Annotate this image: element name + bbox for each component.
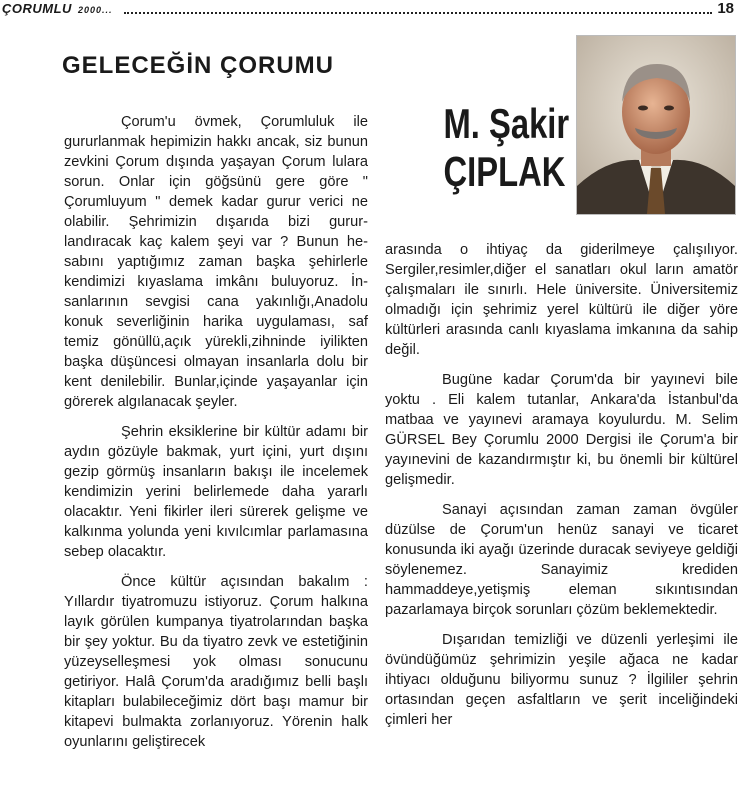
paragraph: Bugüne kadar Çorum'da bir yayınevi bile yoktu . Eli kalem tutanlar, Ankara'da İstanbul'da matbaa ve yayınevi aramaya koyulurdu. M. Selim GÜRSEL Bey Çorumlu 2000 Dergisi ile Çorum'a bir yayınevini de kazandırmıştır ki, bu önemli bir kültürel gelişmedir. [385, 372, 738, 488]
header-dotted-rule [124, 12, 712, 14]
author-name-line1: M. Şakir [443, 100, 570, 147]
paragraph: Önce kültür açısından bakalım : Yıllardır tiyatromuzu istiyoruz. Çorum halkına layık görülen kumpanya tiyatrolarından başka bir şey yoktur. Bu da tiyatro zevk ve estetiğinin yüzeyselleşmesi yok olması sonucunu getiriyor. Halâ Çorum'da aradığımız belli başlı kitapları bulabileceğimiz dört başı mamur bir kitapevi bulmakta zorlanıyoruz. Yörenin halk oyunlarını geliştirecek [64, 574, 368, 750]
page-number: 18 [717, 0, 734, 17]
paragraph: Dışarıdan temizliği ve düzenli yerleşimi ile övündüğümüz şehrimizin yeşile ağaca ne kadar ihtiyacı olduğunu biliyormu sunuz ? İlgililer şehrin ortasından geçen asfaltların ve şerit inceliğindeki çimleri her [385, 632, 738, 728]
paragraph: Şehrin eksiklerine bir kültür adamı bir aydın gözüyle bakmak, yurt içini, yurt dışını gezip görmüş insanların bakışı ile incelemek kendimizin yerini belirlemede daha yararlı olacaktır. Yeni fikirler ileri sürerek gelişme ve kalkınma yolunda yeni kıvılcımlar parlamasına sebep olacaktır. [64, 424, 368, 560]
masthead-title: ÇORUMLU [2, 1, 72, 16]
paragraph: arasında o ihtiyaç da giderilmeye çalışılıyor. Sergiler,resimler,diğer el sanatları okul ların amatör çalışmaları ile sınırlı. Hele üniversite. Üniversitemiz olmadığı için şehrimiz yerel kültürü ile diğer yöre kültürleri arasında canlı kıyaslama imkanına da sahip değil. [385, 242, 738, 358]
author-name [443, 100, 570, 196]
left-column [64, 112, 368, 762]
author-name-line2: ÇIPLAK [443, 148, 566, 195]
author-photo [576, 35, 736, 215]
masthead-year: 2000... [77, 5, 113, 15]
paragraph: Çorum'u övmek, Çorumluluk ile gururlanmak hepimizin hakkı ancak, siz bunun zevkini Çorum dışında yaşayan Çorum lulara sorun. Onlar için göğsünü gere göre " Çorumluyum " demek kadar gurur verici ne olabilir. Şehrimizin dışarıda bizi gurur-landıracak kaç kalem şeyi var ? Bunun he-sabını yaptığımız zaman başka şehirlerle kendimizi kıyaslama imkânı buluyoruz. İn-sanlarının sevgisi cana yakınlığı,Anadolu konuk severliğinin harika uygulaması, saf temiz gönüllü,açık yürekli,zihninde iyilikten başka düşüncesi olmayan insanlarla dolu bir kent denilebilir. Bunlar,içinde yaşayanlar için görerek algılanacak şeyler. [64, 114, 368, 410]
page-header [0, 0, 739, 20]
portrait-photo-icon [577, 36, 735, 214]
article-title: GELECEĞİN ÇORUMU [62, 52, 335, 79]
masthead [2, 1, 112, 16]
paragraph: Sanayi açısından zaman zaman övgüler düzülse de Çorum'un henüz sanayi ve ticaret konusunda iki ayağı üzerinde duracak seviyeye geldiği söylenemez. Sanayimiz krediden hammaddeye,yetişmiş eleman sıkıntısından pazarlamaya birçok sorunları çözüm beklemektedir. [385, 502, 738, 618]
right-column [385, 240, 738, 740]
